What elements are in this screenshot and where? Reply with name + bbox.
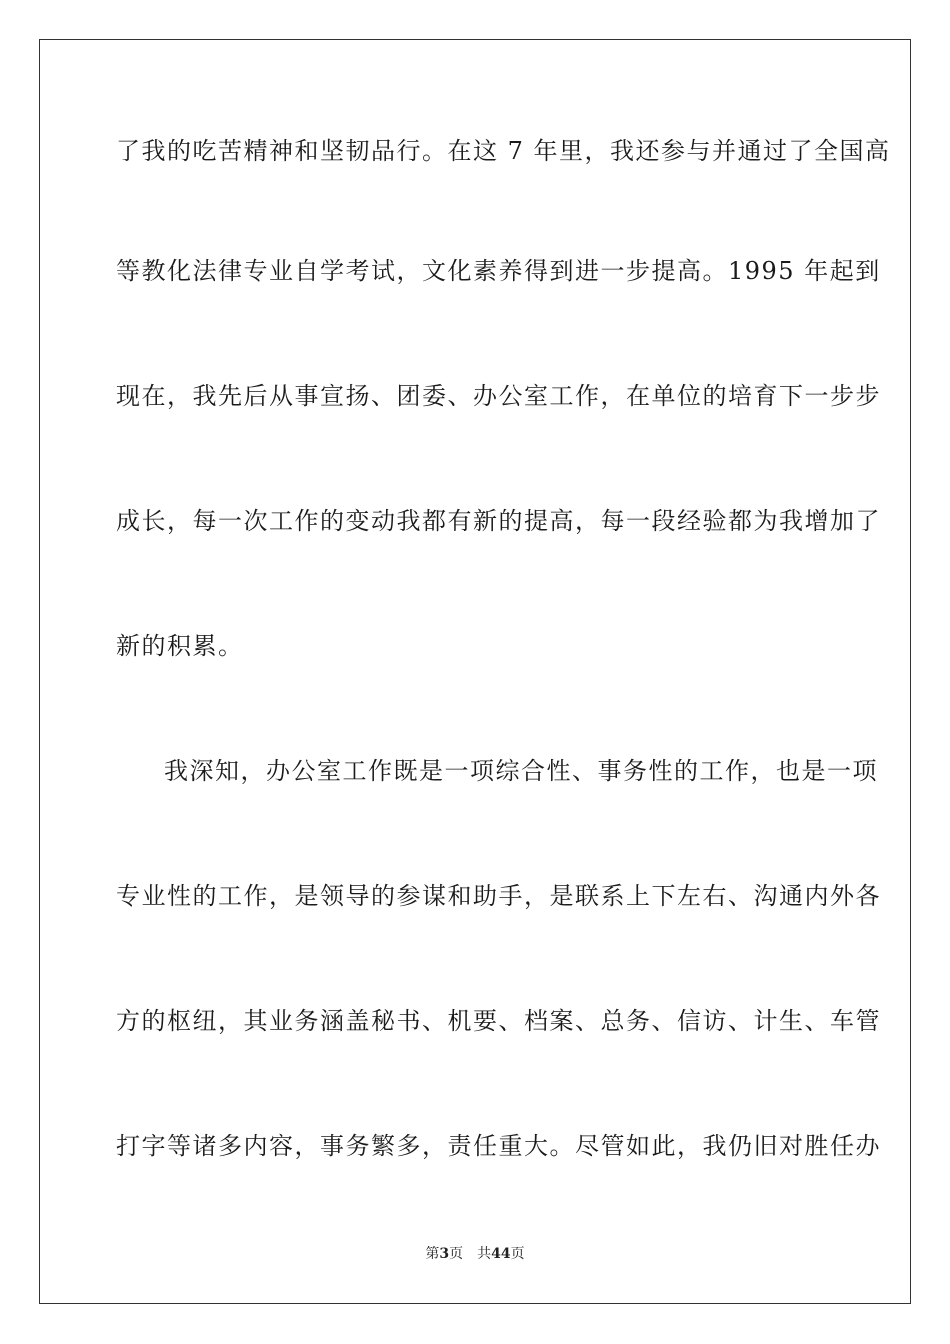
body-text-line-9: 打字等诸多内容，事务繁多，责任重大。尽管如此，我仍旧对胜任办: [116, 1132, 881, 1160]
total-suffix: 页: [510, 1246, 525, 1262]
body-text-line-2: 等教化法律专业自学考试，文化素养得到进一步提高。1995 年起到: [116, 257, 881, 285]
body-text-line-6: 我深知，办公室工作既是一项综合性、事务性的工作，也是一项: [164, 757, 878, 785]
page-number: 3: [439, 1246, 450, 1262]
body-text-line-3: 现在，我先后从事宣扬、团委、办公室工作，在单位的培育下一步步: [116, 382, 881, 410]
total-prefix: 共: [477, 1246, 492, 1262]
page-footer: [0, 1244, 950, 1264]
page-border: [39, 39, 911, 1304]
total-pages: 44: [491, 1246, 511, 1262]
page-prefix: 第: [425, 1246, 440, 1262]
body-text-line-5: 新的积累。: [116, 632, 244, 660]
page-suffix: 页: [449, 1246, 464, 1262]
body-text-line-1: 了我的吃苦精神和坚韧品行。在这 7 年里，我还参与并通过了全国高: [116, 137, 891, 165]
body-text-line-4: 成长，每一次工作的变动我都有新的提高，每一段经验都为我增加了: [116, 507, 881, 535]
body-text-line-8: 方的枢纽，其业务涵盖秘书、机要、档案、总务、信访、计生、车管: [116, 1007, 881, 1035]
body-text-line-7: 专业性的工作，是领导的参谋和助手，是联系上下左右、沟通内外各: [116, 882, 881, 910]
